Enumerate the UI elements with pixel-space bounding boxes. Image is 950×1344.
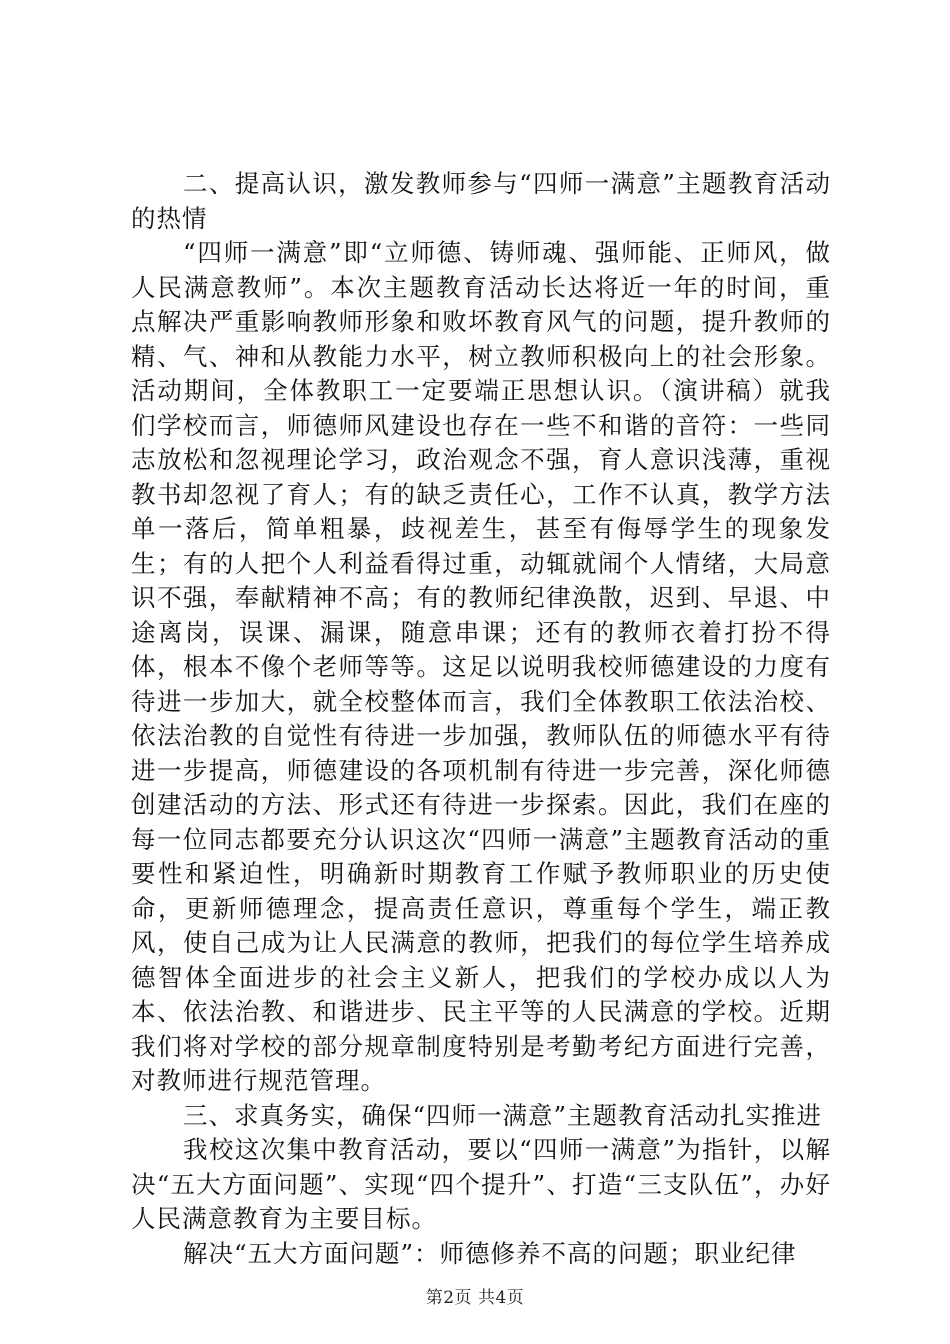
document-body (131, 167, 831, 1271)
page-footer: 第2页 共4页 (425, 1288, 525, 1308)
body-paragraph: “四师一满意”即“立师德、铸师魂、强师能、正师风，做人民满意教师”。本次主题教育活动长达将近一年的时间，重点解决严重影响教师形象和败坏教育风气的问题，提升教师的精、气、神和从教能力水平，树立教师积极向上的社会形象。活动期间，全体教职工一定要端正思想认识。（演讲稿）就我们学校而言，师德师风建设也存在一些不和谐的音符：一些同志放松和忽视理论学习，政治观念不强，育人意识浅薄，重视教书却忽视了育人；有的缺乏责任心，工作不认真，教学方法单一落后，简单粗暴，歧视差生，甚至有侮辱学生的现象发生；有的人把个人利益看得过重，动辄就闹个人情绪，大局意识不强，奉献精神不高；有的教师纪律涣散，迟到、早退、中途离岗，误课、漏课，随意串课；还有的教师衣着打扮不得体，根本不像个老师等等。这足以说明我校师德建设的力度有待进一步加大，就全校整体而言，我们全体教职工依法治校、依法治教的自觉性有待进一步加强，教师队伍的师德水平有待进一步提高，师德建设的各项机制有待进一步完善，深化师德创建活动的方法、形式还有待进一步探索。因此，我们在座的每一位同志都要充分认识这次“四师一满意”主题教育活动的重要性和紧迫性，明确新时期教育工作赋予教师职业的历史使命，更新师德理念，提高责任意识，尊重每个学生，端正教风，使自己成为让人民满意的教师，把我们的每位学生培养成德智体全面进步的社会主义新人，把我们的学校办成以人为本、依法治教、和谐进步、民主平等的人民满意的学校。近期我们将对学校的部分规章制度特别是考勤考纪方面进行完善，对教师进行规范管理。 (131, 238, 831, 1095)
section-heading-3: 三、求真务实，确保“四师一满意”主题教育活动扎实推进 (183, 1100, 823, 1130)
section-heading-2: 二、提高认识，激发教师参与“四师一满意”主题教育活动的热情 (131, 169, 831, 233)
body-paragraph: 我校这次集中教育活动，要以“四师一满意”为指针，以解决“五大方面问题”、实现“四个提升”、打造“三支队伍”，办好人民满意教育为主要目标。 (131, 1135, 831, 1233)
body-paragraph: 解决“五大方面问题”：师德修养不高的问题；职业纪律 (183, 1238, 797, 1268)
